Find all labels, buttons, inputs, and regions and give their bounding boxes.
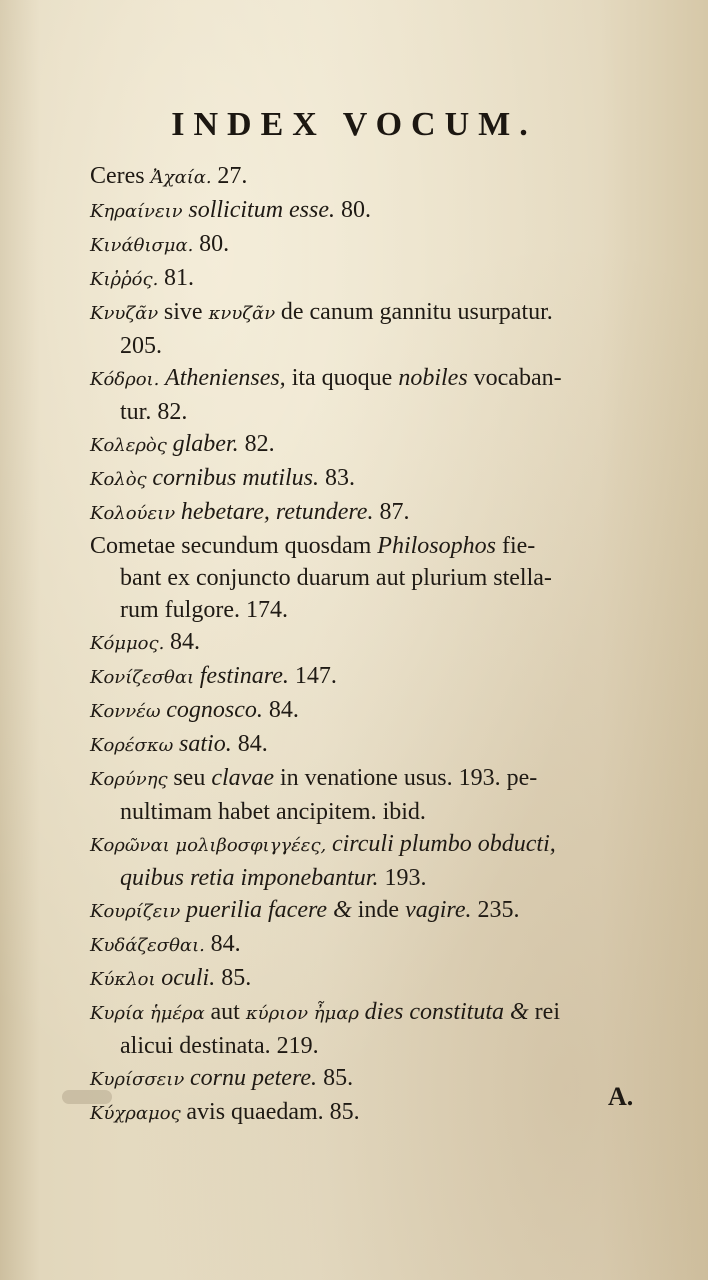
entry-text: 84. xyxy=(237,731,268,757)
entry-text: rei xyxy=(534,999,560,1025)
entry-text: de canum gannitu usurpatur. xyxy=(280,299,553,325)
entry-text: nobiles xyxy=(398,365,474,391)
entry-text: sollicitum esse. xyxy=(188,197,342,223)
index-entry xyxy=(90,728,660,762)
greek-headword: Κουρίζειν xyxy=(90,901,187,922)
greek-headword: Κορῶναι μολιβοσφιγγέες, xyxy=(90,835,332,856)
entry-text: sive xyxy=(163,299,209,325)
entry-line xyxy=(90,831,556,857)
index-entry xyxy=(90,1096,660,1130)
entry-line xyxy=(90,299,553,325)
greek-headword: Κοννέω xyxy=(90,701,167,722)
index-entry xyxy=(90,660,660,694)
index-entry xyxy=(90,962,660,996)
entry-line xyxy=(90,999,560,1025)
greek-headword: Κινάθισμα. xyxy=(90,235,200,256)
entry-text: dies constituta & xyxy=(364,999,535,1025)
entry-text: 84. xyxy=(210,931,241,957)
entry-text: 82. xyxy=(244,431,275,457)
index-entry xyxy=(90,362,660,428)
greek-headword: Κολούειν xyxy=(90,503,181,524)
entry-text: tur. 82. xyxy=(120,399,188,425)
index-entry xyxy=(90,160,660,194)
index-entry xyxy=(90,626,660,660)
index-entry xyxy=(90,496,660,530)
entry-text: cognosco. xyxy=(166,697,269,723)
entry-line xyxy=(90,965,251,991)
greek-headword: κνυζᾶν xyxy=(208,303,281,324)
entry-text: oculi. xyxy=(161,965,222,991)
entry-text: Athenienses, xyxy=(165,365,292,391)
entry-continuation-line xyxy=(90,796,660,828)
greek-headword: Κηραίνειν xyxy=(90,201,189,222)
entry-text: satio. xyxy=(179,731,238,757)
entry-text: nultimam habet ancipitem. ibid. xyxy=(120,799,426,825)
entry-text: aut xyxy=(210,999,246,1025)
greek-headword: Κολερὸς xyxy=(90,435,173,456)
entry-line xyxy=(90,731,268,757)
greek-headword: Κύχραμος xyxy=(90,1103,187,1124)
entry-continuation-line xyxy=(90,330,660,362)
entry-line xyxy=(90,629,200,655)
index-entry xyxy=(90,228,660,262)
entry-text: rum fulgore. 174. xyxy=(120,597,288,623)
entry-line xyxy=(90,931,241,957)
entry-text: 81. xyxy=(164,265,195,291)
entry-text: 85. xyxy=(323,1065,354,1091)
greek-headword: Κύκλοι xyxy=(90,969,162,990)
index-entry xyxy=(90,428,660,462)
entry-text: 147. xyxy=(294,663,337,689)
page-header: INDEX VOCUM. xyxy=(171,106,537,143)
index-entry xyxy=(90,996,660,1062)
entry-line xyxy=(90,431,275,457)
entry-continuation-line xyxy=(90,594,660,626)
entry-line xyxy=(90,163,247,189)
greek-headword: Κιῤῥός. xyxy=(90,269,165,290)
greek-headword: Κορέσκω xyxy=(90,735,180,756)
entry-text: in venatione usus. 193. pe- xyxy=(279,765,538,791)
index-entry xyxy=(90,694,660,728)
entry-text: 235. xyxy=(477,897,520,923)
entry-text: 83. xyxy=(325,465,356,491)
entry-text: festinare. xyxy=(199,663,295,689)
entry-text: alicui destinata. 219. xyxy=(120,1033,319,1059)
index-entry xyxy=(90,894,660,928)
entry-line xyxy=(90,765,537,791)
entry-line xyxy=(90,1065,353,1091)
index-entry xyxy=(90,262,660,296)
index-entry xyxy=(90,828,660,894)
entry-line xyxy=(90,897,520,923)
greek-headword: Κολὸς xyxy=(90,469,153,490)
index-entry xyxy=(90,762,660,828)
entry-line xyxy=(90,197,371,223)
index-entry xyxy=(90,194,660,228)
greek-headword: Ἀχαία. xyxy=(150,167,218,188)
greek-headword: Κόμμος. xyxy=(90,633,171,654)
entry-text: 85. xyxy=(221,965,252,991)
greek-headword: Κυρίσσειν xyxy=(90,1069,190,1090)
index-entry xyxy=(90,462,660,496)
index-entry xyxy=(90,530,660,626)
entry-text: Cometae secundum quosdam xyxy=(90,533,378,559)
entry-text: 27. xyxy=(217,163,248,189)
greek-headword: Κνυζᾶν xyxy=(90,303,164,324)
entry-text: inde xyxy=(357,897,406,923)
entry-line xyxy=(90,265,194,291)
entry-text: bant ex conjuncto duarum aut plurium stella- xyxy=(120,565,552,591)
entry-line xyxy=(90,499,409,525)
entry-text: puerilia facere & xyxy=(186,897,358,923)
entry-line xyxy=(90,533,535,559)
ink-smudge xyxy=(62,1090,112,1104)
index-entry xyxy=(90,296,660,362)
entry-text: avis quaedam. 85. xyxy=(186,1099,360,1125)
entry-text: clavae xyxy=(211,765,280,791)
entry-text: 80. xyxy=(341,197,372,223)
entry-continuation-line xyxy=(90,1030,660,1062)
entry-text: 87. xyxy=(379,499,410,525)
entry-line xyxy=(90,365,562,391)
greek-headword: κύριον ἦμαρ xyxy=(245,1003,365,1024)
entry-line xyxy=(90,697,299,723)
entry-line xyxy=(90,663,337,689)
entry-text: vocaban- xyxy=(473,365,562,391)
catchword: A. xyxy=(608,1082,634,1111)
entry-line xyxy=(90,231,229,257)
entry-continuation-line xyxy=(90,562,660,594)
entry-continuation-line xyxy=(90,396,660,428)
entry-text: Philosophos xyxy=(377,533,502,559)
greek-headword: Κονίζεσθαι xyxy=(90,667,200,688)
greek-headword: Κορύνης xyxy=(90,769,174,790)
greek-headword: Κυδάζεσθαι. xyxy=(90,935,211,956)
entry-text: 193. xyxy=(384,865,427,891)
entry-text: cornibus mutilus. xyxy=(152,465,326,491)
entry-text: vagire. xyxy=(405,897,478,923)
entry-text: fie- xyxy=(501,533,536,559)
entry-text: 84. xyxy=(268,697,299,723)
index-entries xyxy=(90,160,660,1130)
entry-text: 84. xyxy=(170,629,201,655)
entry-text: quibus retia imponebantur. xyxy=(120,865,385,891)
entry-text: hebetare, retundere. xyxy=(180,499,380,525)
greek-headword: Κόδροι. xyxy=(90,369,166,390)
entry-text: ita quoque xyxy=(291,365,399,391)
greek-headword: Κυρία ἡμέρα xyxy=(90,1003,211,1024)
index-entry xyxy=(90,928,660,962)
entry-text: glaber. xyxy=(172,431,245,457)
entry-line xyxy=(90,1099,360,1125)
entry-text: 205. xyxy=(120,333,162,359)
entry-text: cornu petere. xyxy=(189,1065,324,1091)
entry-continuation-line xyxy=(90,862,660,894)
entry-text: circuli plumbo obducti, xyxy=(331,831,556,857)
entry-text: seu xyxy=(173,765,212,791)
index-entry xyxy=(90,1062,660,1096)
entry-line xyxy=(90,465,355,491)
entry-text: 80. xyxy=(199,231,230,257)
entry-text: Ceres xyxy=(90,163,151,189)
